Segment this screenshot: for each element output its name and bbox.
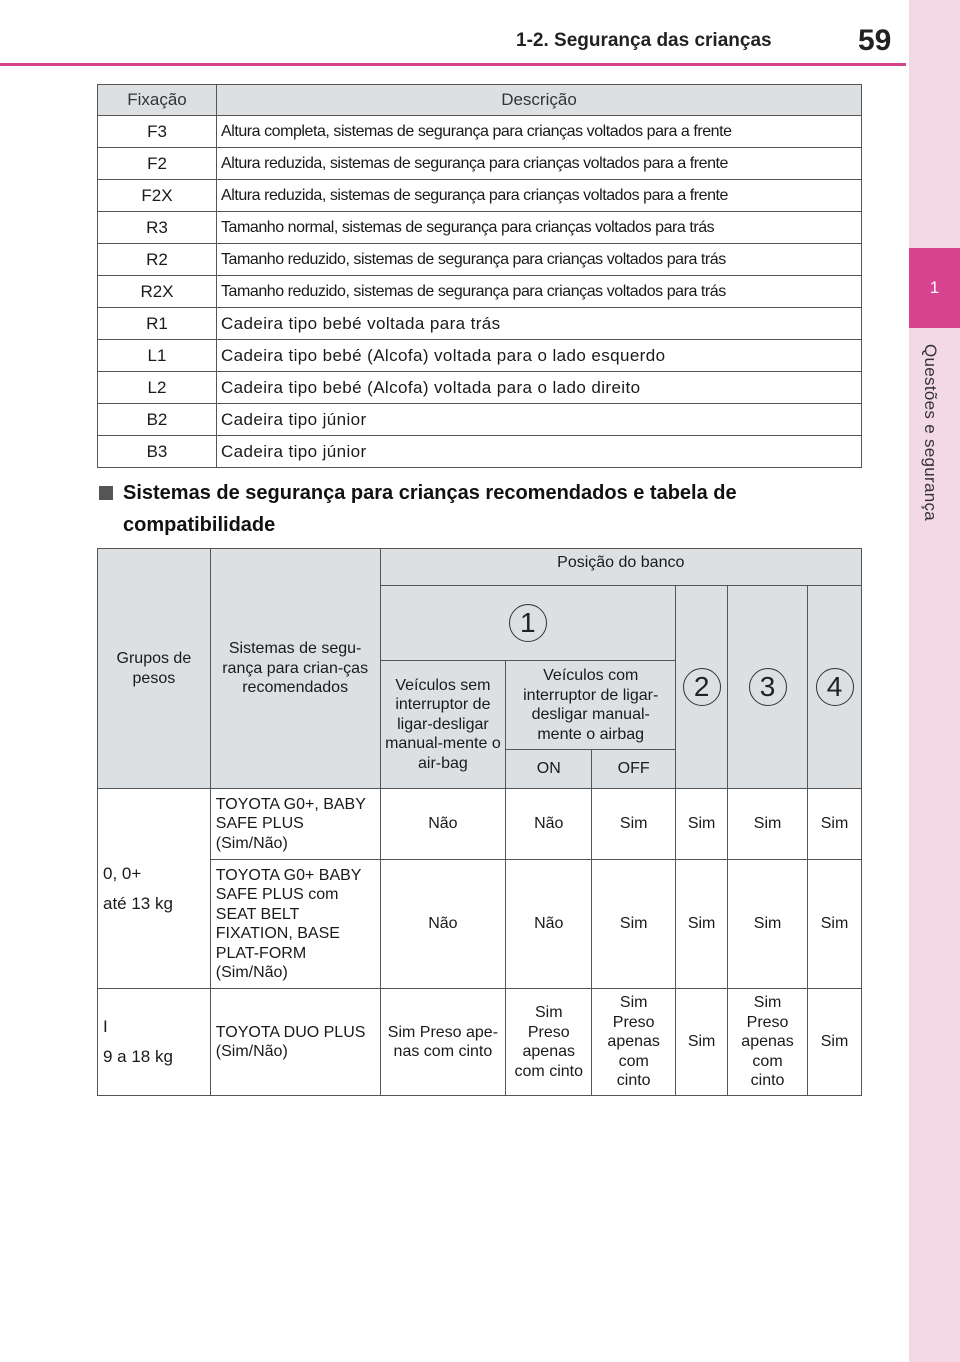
fixation-code: R1 [98,308,217,340]
compat-cell: Não [380,789,506,860]
system-name: TOYOTA DUO PLUS (Sim/Não) [210,989,380,1096]
subheader-with-switch: Veículos com interruptor de ligar-desligar manual-mente o airbag [506,661,676,750]
compat-cell: Sim Preso apenas com cinto [728,989,808,1096]
system-name: TOYOTA G0+ BABY SAFE PLUS com SEAT BELT FIXATION, BASE PLAT-FORM (Sim/Não) [210,860,380,989]
fixation-description: Tamanho normal, sistemas de segurança para crianças voltados para trás [217,212,862,244]
seat-position-1-icon: 1 [509,604,547,642]
fixation-code: F2X [98,180,217,212]
column-header-weight-groups: Grupos de pesos [98,549,211,789]
fixation-code: B3 [98,436,217,468]
fixation-code: R2X [98,276,217,308]
table-row [98,789,862,860]
table-row [98,180,862,212]
fixation-description: Cadeira tipo bebé voltada para trás [217,308,862,340]
table-row [98,372,862,404]
fixation-description: Cadeira tipo júnior [217,404,862,436]
system-name: TOYOTA G0+, BABY SAFE PLUS (Sim/Não) [210,789,380,860]
header-rule [0,63,906,66]
weight-group-0-0plus [98,789,211,989]
fixation-code: B2 [98,404,217,436]
compat-cell: Sim [676,860,728,989]
compat-cell: Sim [808,789,862,860]
seat-position-4-icon: 4 [816,668,854,706]
table-row [98,989,862,1096]
fixation-code: R2 [98,244,217,276]
fixation-description: Cadeira tipo bebé (Alcofa) voltada para o lado direito [217,372,862,404]
fixation-code: R3 [98,212,217,244]
compat-cell: Sim [676,989,728,1096]
table-row [98,308,862,340]
compat-cell: Sim [676,789,728,860]
seat-position-1-header [380,586,676,661]
table-row [98,148,862,180]
airbag-off-header: OFF [592,750,676,789]
compat-cell: Sim Preso ape-nas com cinto [380,989,506,1096]
fixation-description: Altura completa, sistemas de segurança para crianças voltados para a frente [217,116,862,148]
weight-group-label: 0, 0+ [103,863,142,883]
side-tab [909,0,960,1362]
fixation-description: Tamanho reduzido, sistemas de segurança para crianças voltados para trás [217,244,862,276]
table-row [98,404,862,436]
seat-position-2-header [676,586,728,789]
compat-cell: Não [380,860,506,989]
seat-position-2-icon: 2 [683,668,721,706]
table-row [98,860,862,989]
seat-position-3-header [728,586,808,789]
page-number: 59 [858,24,892,57]
fixation-code: L2 [98,372,217,404]
weight-group-range: 9 a 18 kg [103,1047,173,1066]
compatibility-table [97,548,862,1096]
seat-position-3-icon: 3 [749,668,787,706]
table-row [98,212,862,244]
table-row [98,340,862,372]
column-header-systems: Sistemas de segu-rança para crian-ças recomendados [210,549,380,789]
table-row [98,116,862,148]
section-header-title: 1-2. Segurança das crianças [516,30,772,51]
fixation-description: Cadeira tipo júnior [217,436,862,468]
compat-cell: Sim Preso apenas com cinto [506,989,592,1096]
subheader-without-switch: Veículos sem interruptor de ligar-desligar manual-mente o air-bag [380,661,506,789]
chapter-number-tab: 1 [909,248,960,328]
column-header-seat-position: Posição do banco [380,549,861,586]
section-bullet-icon [99,486,113,500]
fixation-code: F2 [98,148,217,180]
compat-cell: Sim [808,860,862,989]
compat-cell: Não [506,860,592,989]
column-header-description: Descrição [217,85,862,116]
column-header-fixation: Fixação [98,85,217,116]
weight-group-I [98,989,211,1096]
seat-position-4-header [808,586,862,789]
table-row [98,436,862,468]
table-row [98,244,862,276]
compat-cell: Sim [728,789,808,860]
fixation-code: F3 [98,116,217,148]
compat-cell: Sim [808,989,862,1096]
fixation-description: Altura reduzida, sistemas de segurança para crianças voltados para a frente [217,180,862,212]
fixation-description: Altura reduzida, sistemas de segurança para crianças voltados para a frente [217,148,862,180]
compat-cell: Sim Preso apenas com cinto [592,989,676,1096]
airbag-on-header: ON [506,750,592,789]
compat-cell: Sim [592,789,676,860]
fixation-code: L1 [98,340,217,372]
compat-cell: Sim [728,860,808,989]
fixation-table [97,84,862,468]
weight-group-range: até 13 kg [103,893,173,913]
fixation-description: Cadeira tipo bebé (Alcofa) voltada para o lado esquerdo [217,340,862,372]
section-title: Sistemas de segurança para crianças recomendados e tabela de compatibilidade [123,482,737,536]
compat-cell: Não [506,789,592,860]
table-row [98,276,862,308]
compat-cell: Sim [592,860,676,989]
table-header-row [98,85,862,116]
weight-group-label: I [103,1017,108,1036]
fixation-description: Tamanho reduzido, sistemas de segurança para crianças voltados para trás [217,276,862,308]
chapter-label: Questões e segurança [921,344,940,522]
